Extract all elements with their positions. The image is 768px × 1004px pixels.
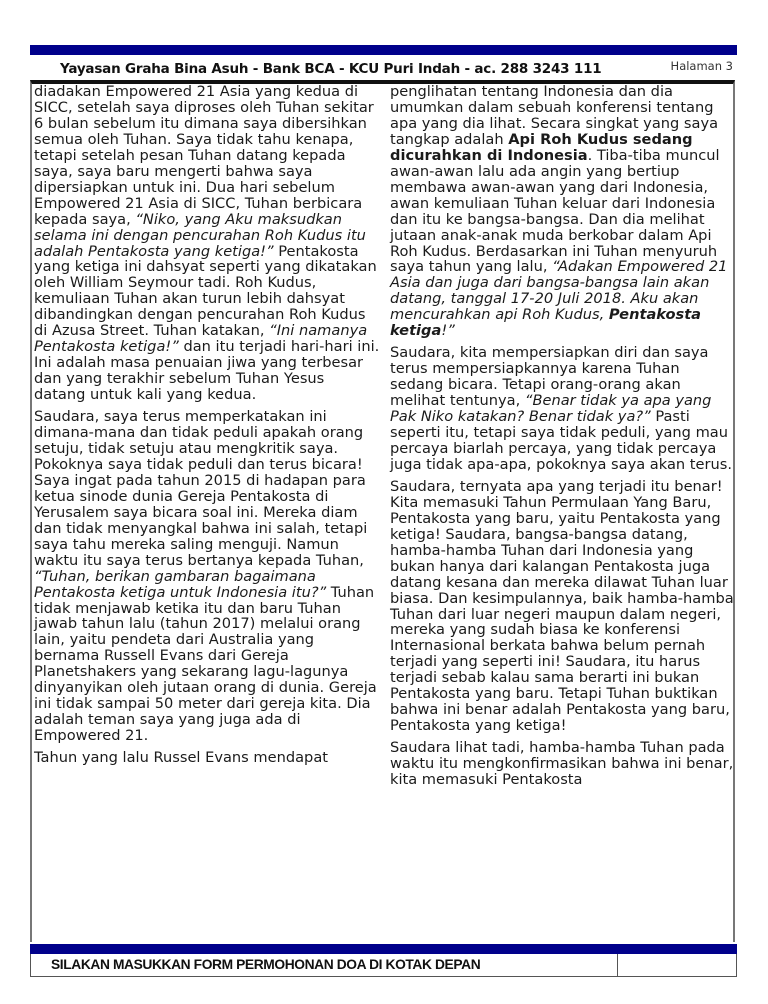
text-run: dan itu terjadi hari-hari ini. Ini adalah masa penuaian jiwa yang terbesar dan yang terakhir sebelum Tuhan Yesus datang untuk kali yang kedua.: [34, 338, 380, 404]
quote-italic: “Tuhan, berikan gambaran bagaimana Pentakosta ketiga untuk Indonesia itu?”: [34, 567, 327, 601]
quote-italic: “Adakan Empowered 21 Asia dan juga dari bangsa-bangsa lain akan datang, tanggal 17-20 Juli 2018. Aku akan mencurahkan api Roh Kudus,: [390, 258, 728, 324]
paragraph: Tahun yang lalu Russel Evans mendapat: [34, 749, 328, 767]
footer-box: [30, 954, 737, 977]
paragraph: [34, 84, 380, 403]
footer-notice: SILAKAN MASUKKAN FORM PERMOHONAN DOA DI KOTAK DEPAN: [51, 957, 481, 972]
paragraph: Saudara lihat tadi, hamba-hamba Tuhan pada waktu itu mengkonfirmasikan bahwa ini benar, kita memasuki Pentakosta: [390, 739, 734, 789]
text-run: . Tiba-tiba muncul awan-awan lalu ada angin yang bertiup membawa awan-awan yang dari Indonesia, awan kemuliaan Tuhan keluar dari Indonesia dan itu ke bangsa-bangsa. Dan dia melihat jutaan anak-anak muda berkobar dalam Api Roh Kudus. Berdasarkan ini Tuhan menyuruh saya tahun yang lalu,: [390, 146, 720, 276]
emphasis-bold-italic: Pentakosta ketiga: [390, 306, 702, 340]
quote-italic: “Benar tidak ya apa yang Pak Niko katakan? Benar tidak ya?”: [390, 392, 712, 426]
text-run: penglihatan tentang Indonesia dan dia umumkan dalam sebuah konferensi tentang apa yang dia lihat. Secara singkat yang saya tangkap adalah: [390, 83, 719, 148]
page-header: [30, 58, 737, 80]
footer-cell-divider: [617, 954, 618, 976]
quote-italic: “Niko, yang Aku maksudkan selama ini dengan pencurahan Roh Kudus itu adalah Pentakosta yang ketiga!”: [34, 210, 366, 260]
quote-italic: !”: [441, 322, 455, 340]
paragraph: [390, 345, 735, 473]
emphasis-bold: Api Roh Kudus sedang dicurahkan di Indonesia: [390, 130, 693, 164]
text-run: Pentakosta yang ketiga ini dahsyat seperti yang dikatakan oleh William Seymour tadi. Roh Kudus, kemuliaan Tuhan akan turun lebih dahsyat dibandingkan dengan pencurahan Roh Kudus di Azusa Street. Tuhan katakan,: [34, 242, 377, 340]
quote-italic: “Ini namanya Pentakosta ketiga!”: [34, 322, 368, 356]
header-accent-bar: [30, 45, 737, 55]
paragraph: Saudara, ternyata apa yang terjadi itu benar! Kita memasuki Tahun Permulaan Yang Baru, Pentakosta yang baru, yaitu Pentakosta yang ketiga! Saudara, bangsa-bangsa datang, hamba-hamba Tuhan dari Indonesia yang bukan hanya dari kalangan Pentakosta juga datang kesana dan mereka dilawat Tuhan luar biasa. Dan kesimpulannya, baik hamba-hamba Tuhan dari luar negeri maupun dalam negeri, mereka yang sudah biasa ke konferensi Internasional berkata bahwa belum pernah terjadi yang seperti ini! Saudara, itu harus terjadi sebab kalau sama berarti ini bukan Pentakosta yang baru. Tetapi Tuhan buktikan bahwa ini benar adalah Pentakosta yang baru, Pentakosta yang ketiga!: [390, 477, 734, 735]
right-column: [390, 84, 735, 794]
header-title: Yayasan Graha Bina Asuh - Bank BCA - KCU Puri Indah - ac. 288 3243 111: [60, 61, 602, 77]
text-run: Tuhan tidak menjawab ketika itu dan baru Tuhan jawab tahun lalu (tahun 2017) melalui orang lain, yaitu pendeta dari Australia yang bernama Russell Evans dari Gereja Planetshakers yang sekarang lagu-lagunya dinyanyikan oleh jutaan orang di dunia. Gereja ini tidak sampai 50 meter dari gereja kita. Dia adalah teman saya yang juga ada di Empowered 21.: [34, 583, 377, 745]
text-run: Pasti seperti itu, tetapi saya tidak peduli, yang mau percaya biarlah percaya, yang tidak percaya juga tidak apa-apa, pokoknya saya akan terus.: [390, 408, 732, 473]
paragraph: [34, 409, 380, 744]
left-column: [34, 84, 380, 772]
footer-accent-bar: [30, 944, 737, 954]
text-run: Saudara, saya terus memperkatakan ini dimana-mana dan tidak peduli apakah orang setuju, tidak setuju atau mengkritik saya. Pokoknya saya tidak peduli dan terus bicara! Saya ingat pada tahun 2015 di hadapan para ketua sinode dunia Gereja Pentakosta di Yerusalem saya bicara soal ini. Mereka diam dan tidak menyangkal bahwa ini salah, tetapi saya tahu mereka saling menguji. Namun waktu itu saya terus bertanya kepada Tuhan,: [34, 408, 368, 569]
paragraph: [390, 84, 735, 339]
text-run: Saudara, kita mempersiapkan diri dan saya terus mempersiapkannya karena Tuhan sedang bicara. Tetapi orang-orang akan melihat tentunya,: [390, 344, 709, 410]
text-run: diadakan Empowered 21 Asia yang kedua di SICC, setelah saya diproses oleh Tuhan sekitar 6 bulan sebelum itu dimana saya dibersihkan semua oleh Tuhan. Saya tidak tahu kenapa, tetapi setelah pesan Tuhan datang kepada saya, saya baru mengerti bahwa saya dipersiapkan untuk ini. Dua hari sebelum Empowered 21 Asia di SICC, Tuhan berbicara kepada saya,: [34, 83, 374, 228]
page-number: Halaman 3: [670, 59, 733, 73]
